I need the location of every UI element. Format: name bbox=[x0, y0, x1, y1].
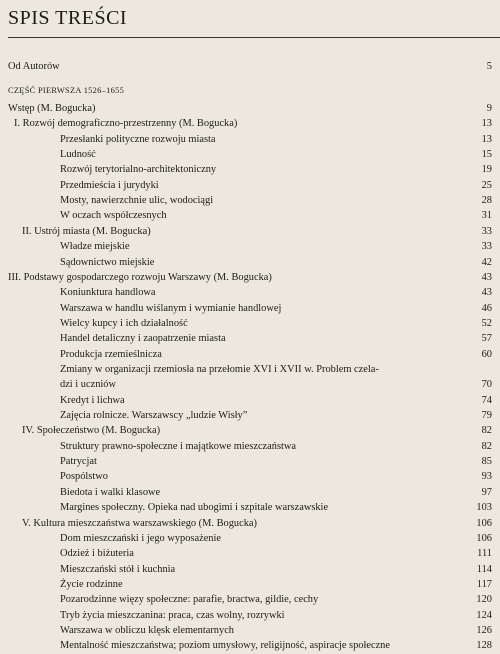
toc-entry-title: III. Podstawy gospodarczego rozwoju Warszawy (M. Bogucka) bbox=[8, 271, 272, 283]
toc-entry[interactable] bbox=[0, 608, 500, 624]
toc-entry-page: 82 bbox=[481, 425, 492, 437]
toc-entry[interactable] bbox=[0, 255, 500, 271]
toc-entry[interactable] bbox=[0, 546, 500, 562]
toc-entry[interactable] bbox=[0, 178, 500, 194]
toc-entry-page: 43 bbox=[481, 271, 492, 283]
toc-entry-page: 15 bbox=[481, 149, 492, 161]
toc-entry[interactable] bbox=[0, 531, 500, 547]
toc-entry-title: Tryb życia mieszczanina: praca, czas wolny, rozrywki bbox=[60, 609, 285, 621]
toc-entry[interactable] bbox=[0, 485, 500, 501]
page-title: SPIS TREŚCI bbox=[8, 7, 128, 29]
toc-entry-page: 33 bbox=[481, 241, 492, 253]
toc-entry-title: Odzież i biżuteria bbox=[60, 548, 134, 560]
toc-entry-title: IV. Społeczeństwo (M. Bogucka) bbox=[22, 425, 161, 437]
toc-entry[interactable] bbox=[0, 362, 500, 378]
toc-entry-title: V. Kultura mieszczaństwa warszawskiego (M. Bogucka) bbox=[22, 517, 257, 529]
toc-entry[interactable] bbox=[0, 623, 500, 639]
toc-entry-page: 52 bbox=[481, 317, 492, 329]
toc-entry-page: 117 bbox=[476, 578, 492, 590]
toc-entry-page: 106 bbox=[476, 517, 492, 529]
toc-entry[interactable] bbox=[0, 592, 500, 608]
toc-entry-page: 13 bbox=[481, 133, 492, 145]
toc-entry-page: 33 bbox=[481, 225, 492, 237]
toc-entry[interactable] bbox=[0, 408, 500, 424]
toc-entry[interactable] bbox=[0, 439, 500, 455]
toc-entry[interactable] bbox=[0, 208, 500, 224]
toc-entry-title: W oczach współczesnych bbox=[60, 210, 167, 222]
toc-entry-title: Warszawa w obliczu klęsk elementarnych bbox=[60, 624, 234, 636]
toc-entry[interactable] bbox=[0, 285, 500, 301]
toc-entry-page: 9 bbox=[486, 103, 492, 114]
toc-entry[interactable] bbox=[0, 393, 500, 409]
toc-entry[interactable] bbox=[0, 270, 500, 286]
toc-entry[interactable] bbox=[0, 101, 500, 117]
toc-entry-page: 85 bbox=[481, 456, 492, 468]
toc-entry[interactable] bbox=[0, 116, 500, 132]
toc-entry-page: 25 bbox=[481, 179, 492, 191]
toc-entry[interactable] bbox=[0, 377, 500, 393]
toc-entry-page: 106 bbox=[476, 532, 492, 544]
toc-entry-page: 70 bbox=[481, 379, 492, 391]
toc-entry-title: Koniunktura handlowa bbox=[60, 287, 156, 299]
part-heading: CZĘŚĆ PIERWSZA 1526–1655 bbox=[8, 86, 125, 95]
toc-entry-page: 60 bbox=[481, 348, 492, 360]
toc-entry-page: 31 bbox=[481, 210, 492, 222]
toc-entry-intro[interactable] bbox=[0, 59, 500, 75]
toc-entry-title: Życie rodzinne bbox=[60, 578, 123, 590]
toc-entry-title: Struktury prawno-społeczne i majątkowe mieszczaństwa bbox=[60, 440, 297, 452]
toc-entry-page: 93 bbox=[481, 471, 492, 483]
toc-entry[interactable] bbox=[0, 132, 500, 148]
toc-entry[interactable] bbox=[0, 147, 500, 163]
toc-entry-title: I. Rozwój demograficzno-przestrzenny (M. Bogucka) bbox=[14, 118, 238, 130]
toc-entry[interactable] bbox=[0, 454, 500, 470]
toc-entry-title: Władze miejskie bbox=[60, 241, 130, 253]
toc-entry[interactable] bbox=[0, 577, 500, 593]
toc-entry-title: Dom mieszczański i jego wyposażenie bbox=[60, 532, 222, 544]
toc-entry-page: 13 bbox=[481, 118, 492, 130]
toc-entry-page: 82 bbox=[481, 440, 492, 452]
toc-entry-title: Patrycjat bbox=[60, 456, 97, 468]
toc-entry-page: 103 bbox=[476, 502, 492, 514]
toc-entry-page: 128 bbox=[476, 640, 492, 652]
toc-entry[interactable] bbox=[0, 638, 500, 654]
toc-entry-title: Przesłanki polityczne rozwoju miasta bbox=[60, 133, 216, 145]
toc-entry[interactable] bbox=[0, 331, 500, 347]
toc-entry-title: Wstęp (M. Bogucka) bbox=[8, 103, 96, 114]
toc-entry-title: Mosty, nawierzchnie ulic, wodociągi bbox=[60, 195, 214, 207]
toc-entry-title: II. Ustrój miasta (M. Bogucka) bbox=[22, 225, 151, 237]
toc-entry-title: Produkcja rzemieślnicza bbox=[60, 348, 162, 360]
toc-entry[interactable] bbox=[0, 162, 500, 178]
toc-entry-title: Margines społeczny. Opieka nad ubogimi i szpitale warszawskie bbox=[60, 502, 329, 514]
toc-entry[interactable] bbox=[0, 500, 500, 516]
toc-entry-page: 43 bbox=[481, 287, 492, 299]
toc-entry-title: Wielcy kupcy i ich działalność bbox=[60, 317, 188, 329]
toc-entry-page: 124 bbox=[476, 609, 492, 621]
toc-entry-page: 126 bbox=[476, 624, 492, 636]
toc-entry[interactable] bbox=[0, 239, 500, 255]
toc-entry-page: 5 bbox=[486, 61, 492, 72]
toc-entry-title: Biedota i walki klasowe bbox=[60, 486, 161, 498]
toc-entry-title: Zajęcia rolnicze. Warszawscy „ludzie Wisły” bbox=[60, 410, 248, 421]
toc-entry[interactable] bbox=[0, 193, 500, 209]
toc-entry[interactable] bbox=[0, 301, 500, 317]
toc-entry-title: Mentalność mieszczaństwa; poziom umysłowy, religijność, aspiracje społeczne bbox=[60, 640, 390, 652]
toc-entry-title: Od Autorów bbox=[8, 61, 60, 72]
toc-entry[interactable] bbox=[0, 224, 500, 240]
toc-entry-title: Rozwój terytorialno-architektoniczny bbox=[60, 164, 217, 176]
toc-entry[interactable] bbox=[0, 562, 500, 578]
toc-entry-title: Mieszczański stół i kuchnia bbox=[60, 563, 176, 575]
toc-entry-title: Przedmieścia i jurydyki bbox=[60, 179, 159, 191]
toc-entry[interactable] bbox=[0, 516, 500, 532]
toc-entry-title: Zmiany w organizacji rzemiosła na przełomie XVI i XVII w. Problem czela- bbox=[60, 363, 379, 375]
toc-entry-title: Pozarodzinne więzy społeczne: parafie, bractwa, gildie, cechy bbox=[60, 594, 319, 606]
toc-entry[interactable] bbox=[0, 316, 500, 332]
toc-entry-page: 120 bbox=[476, 594, 492, 606]
toc-entry-title: Sądownictwo miejskie bbox=[60, 256, 155, 268]
toc-entry-title: Handel detaliczny i zaopatrzenie miasta bbox=[60, 333, 226, 345]
toc-entry-title: Pospólstwo bbox=[60, 471, 108, 483]
toc-entry-page: 28 bbox=[481, 195, 492, 207]
toc-entry-page: 42 bbox=[481, 256, 492, 268]
toc-entry-title: Ludność bbox=[60, 149, 96, 161]
toc-entry-title: Kredyt i lichwa bbox=[60, 394, 125, 406]
toc-entry-page: 111 bbox=[477, 548, 492, 560]
toc-entry-page: 97 bbox=[481, 486, 492, 498]
toc-entry-page: 74 bbox=[481, 394, 492, 406]
toc-entry[interactable] bbox=[0, 423, 500, 439]
toc-entry-title: Warszawa w handlu wiślanym i wymianie handlowej bbox=[60, 302, 282, 314]
toc-entry-page: 19 bbox=[481, 164, 492, 176]
toc-entry-page: 46 bbox=[481, 302, 492, 314]
toc-entry[interactable] bbox=[0, 347, 500, 363]
toc-entry-title: dzi i uczniów bbox=[60, 379, 116, 391]
toc-entry-page: 57 bbox=[481, 333, 492, 345]
toc-entry-page: 114 bbox=[476, 563, 492, 575]
toc-entry[interactable] bbox=[0, 469, 500, 485]
title-rule bbox=[8, 37, 500, 38]
toc-entry-page: 79 bbox=[481, 410, 492, 421]
